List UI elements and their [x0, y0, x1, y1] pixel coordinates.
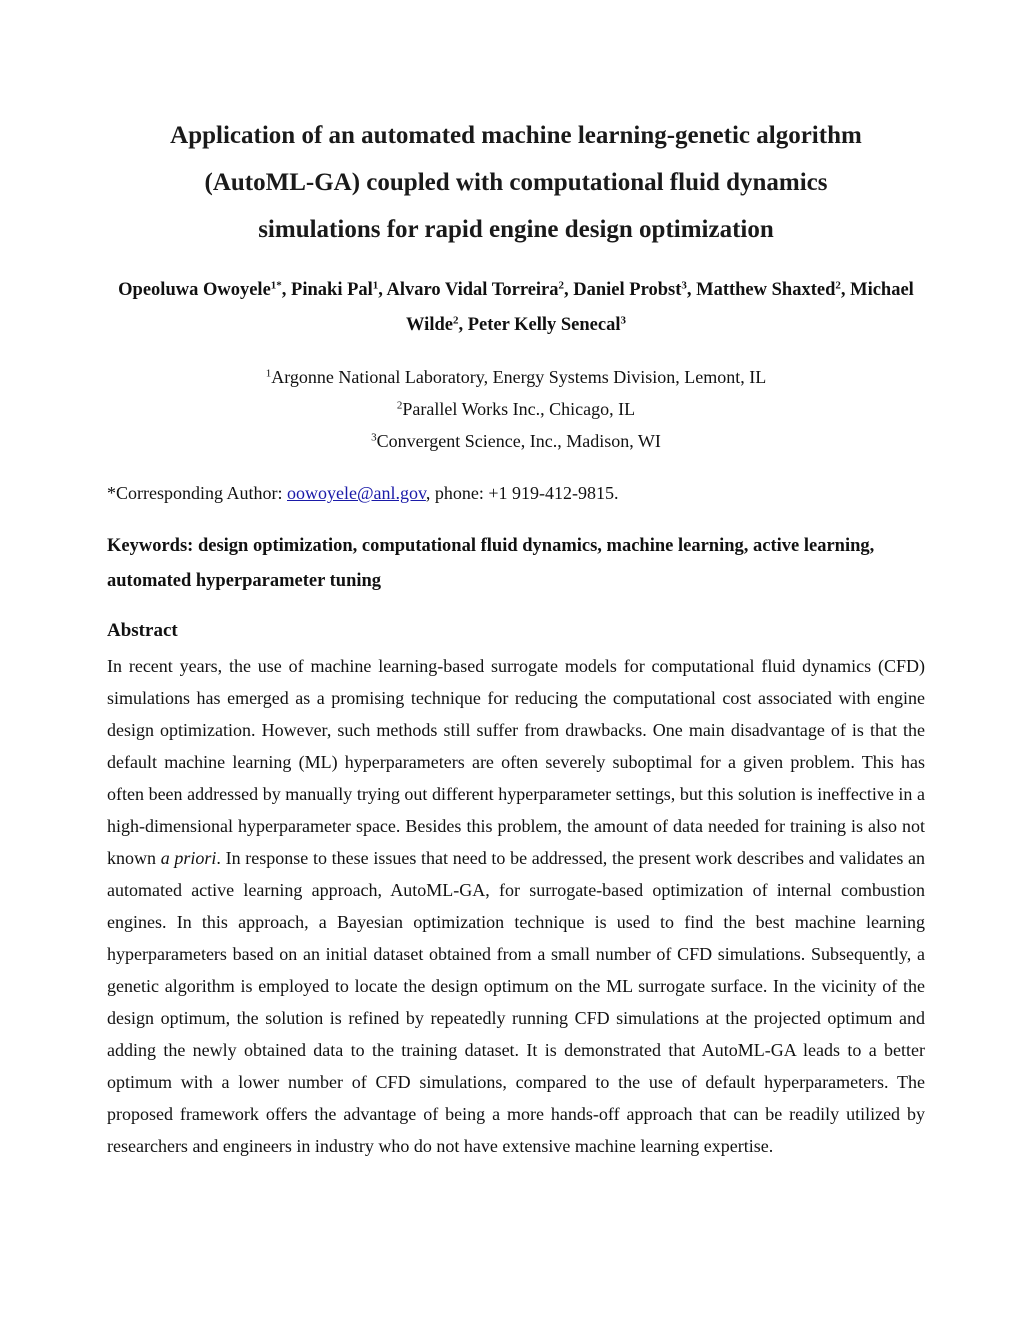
author-list	[107, 273, 925, 343]
corresponding-suffix: , phone: +1 919-412-9815.	[425, 483, 619, 503]
author: Michael Wilde$^2$,	[406, 280, 914, 335]
paper-title	[107, 112, 925, 253]
keywords: Keywords: design optimization, computational fluid dynamics, machine learning, active learning, automated hyperparameter tuning	[107, 536, 875, 591]
author: Matthew Shaxted$^2$,	[696, 279, 851, 300]
abstract-heading: Abstract	[107, 620, 178, 641]
author: Daniel Probst$^3$,	[573, 279, 697, 300]
affiliation: $^1$Argonne National Laboratory, Energy Systems Division, Lemont, IL	[265, 367, 767, 387]
author: Peter Kelly Senecal$^3$	[467, 314, 626, 335]
author: Pinaki Pal$^1$,	[291, 279, 387, 300]
italic-term: a priori	[160, 848, 217, 868]
affiliation-list	[107, 361, 925, 457]
author: Alvaro Vidal Torreira$^2$,	[386, 279, 574, 300]
affiliation: $^3$Convergent Science, Inc., Madison, WI	[371, 431, 661, 451]
title-line-1: Application of an automated machine learning-genetic algorithm	[170, 122, 862, 149]
corresponding-author	[107, 477, 925, 509]
title-line-3: simulations for rapid engine design optimization	[258, 216, 774, 243]
affiliation: $^2$Parallel Works Inc., Chicago, IL	[396, 399, 636, 419]
email-link[interactable]: oowoyele@anl.gov	[287, 483, 426, 503]
abstract-body: In recent years, the use of machine learning-based surrogate models for computational fluid dynamics (CFD) simulations has emerged as a promising technique for reducing the computational cost associated with engine design optimization. However, such methods still suffer from drawbacks. One main disadvantage of is that the default machine learning (ML) hyperparameters are often severely suboptimal for a given problem. This has often been addressed by manually trying out different hyperparameter settings, but this solution is ineffective in a high-dimensional hyperparameter space. Besides this problem, the amount of data needed for training is also not known a priori. In response to these issues that need to be addressed, the present work describes and validates an automated active learning approach, AutoML-GA, for surrogate-based optimization of internal combustion engines. In this approach, a Bayesian optimization technique is used to find the best machine learning hyperparameters based on an initial dataset obtained from a small number of CFD simulations. Subsequently, a genetic algorithm is employed to locate the design optimum on the ML surrogate surface. In the vicinity of the design optimum, the solution is refined by repeatedly running CFD simulations at the projected optimum and adding the newly obtained data to the training dataset. It is demonstrated that AutoML-GA leads to a better optimum with a lower number of CFD simulations, compared to the use of default hyperparameters. The proposed framework offers the advantage of being a more hands-off approach that can be readily utilized by researchers and engineers in industry who do not have extensive machine learning expertise.	[107, 656, 926, 1156]
title-line-2: (AutoML-GA) coupled with computational fluid dynamics	[204, 169, 828, 196]
author: Opeoluwa Owoyele$^{1*}$,	[118, 279, 292, 300]
paper-page	[107, 112, 925, 1162]
corresponding-prefix: *Corresponding Author:	[107, 483, 287, 503]
